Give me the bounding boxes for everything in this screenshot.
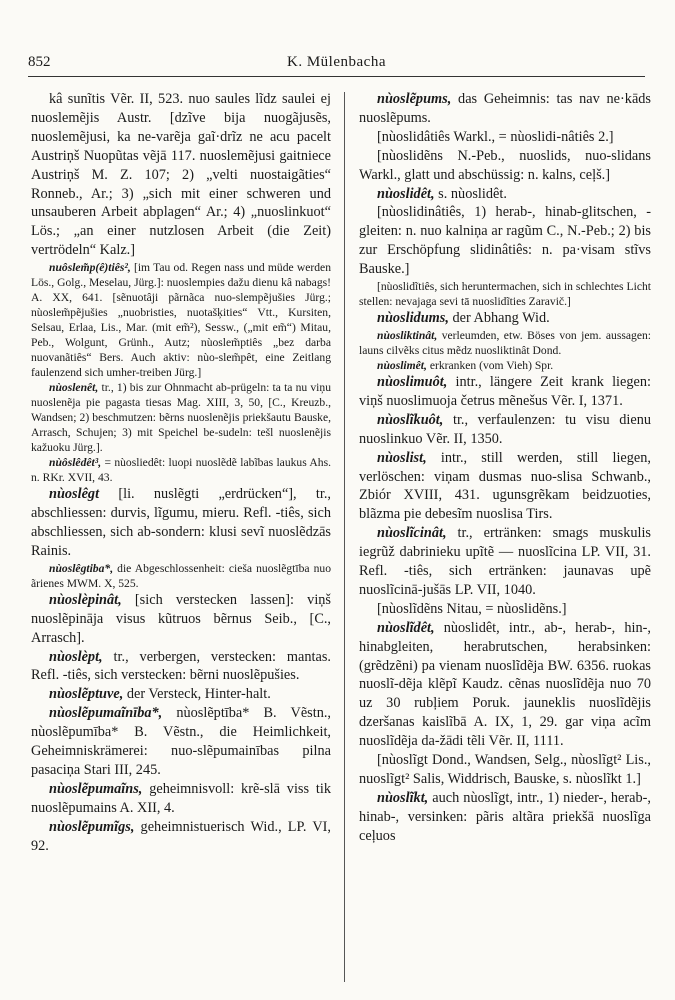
running-head: K. Mülenbacha	[287, 54, 386, 70]
dictionary-entry	[359, 128, 651, 147]
entry-text: der Abhang Wid.	[448, 310, 550, 327]
dictionary-entry	[359, 358, 651, 373]
entry-text: [nùoslĩdẽns Nitau, = nùoslidẽns.]	[377, 600, 567, 617]
dictionary-entry	[31, 591, 331, 648]
entry-headword: nuôslem̃p(ê)tiês²,	[49, 261, 131, 275]
entry-headword: nùoslêgt	[49, 486, 100, 503]
entry-text: die Abgeschlossenheit: cieša nuoslẽgtība nuo ãrienes MWM. X, 525.	[31, 561, 331, 590]
entry-headword: nùoslist,	[377, 449, 427, 466]
dictionary-entry	[359, 309, 651, 328]
entry-text: [nùoslidinâtiês, 1) herab-, hinab-glitschen, -gleiten: n. nuo kalniņa ar ragũm C., N.-Peb.; 2) bis zur Erschöpfung slidinâtiês: n. pa·visam stĩvs Bauske.]	[359, 204, 651, 278]
entry-headword: nùoslidêt,	[377, 185, 435, 202]
entry-headword: nùoslĩcinât,	[377, 525, 447, 542]
entry-headword: nùoslèpt,	[49, 648, 103, 665]
entry-text: tr., ertränken: smags muskulis iegrũž dabrinieku upĩtẽ — nuoslĩcina LP. VII, 31. Refl. -tiês, sich ertränken: jaunavas upẽ nuoslĩcinā-jušās LP. VII, 1040.	[359, 525, 651, 598]
dictionary-entry	[31, 561, 331, 591]
entry-text: nùoslidêt, intr., ab-, herab-, hin-, hinabgleiten, herabrutschen, herabsinken: (grẽdzẽni) pa vienam nuoslĩdẽja BW. 6356. ruokas nuoslĩ-dẽja klẽpĩ Kaudz. cẽnas nuoslĩdẽja nuo 70 uz 30 rubļiem Poruk. jauneklis nuoslĩdẽjis dzeršanas kaislĩbā A. IX, 1, 29. gar viņa acĩm nuoslĩdẽja da-žādi tẽli Vẽr. II, 1111.	[359, 619, 651, 750]
entry-headword: nùoslĩkuôt,	[377, 411, 444, 428]
entry-headword: nùôslêdêt³,	[49, 456, 102, 470]
entry-headword: nùoslenêt,	[49, 381, 99, 395]
entry-text: [nùoslĩgt Dond., Wandsen, Selg., nùoslĩgt² Lis., nuoslĩgt² Salis, Widdrisch, Bauske, s. nùoslĩkt 1.]	[359, 752, 651, 787]
dictionary-entry	[359, 185, 651, 204]
entry-headword: nùoslimêt,	[377, 358, 427, 372]
dictionary-entry	[359, 147, 651, 185]
entry-text: tr., 1) bis zur Ohnmacht ab-prügeln: ta ta nu viņu nuoslenẽja pie pagasta tiesas Mag. XIII, 3, 50, [C., Kreuzb., Wandsen; 2) beschmutzen: bẽrns nuoslenẽjis priekšautu Bauske, Arrasch, Schujen; 3) mit Speichel be-sudeln: tešl nuoslenẽjis kažuoku Jürg.].	[31, 381, 331, 455]
entry-headword: nùoslĩdêt,	[377, 619, 435, 636]
dictionary-entry	[31, 485, 331, 561]
entry-text: tr., verfaulenzen: tu visu dienu nuoslinkuo Vẽr. II, 1350.	[359, 411, 651, 447]
entry-headword: nùoslêgtiba*,	[49, 561, 114, 575]
entry-text: kâ sunĩtis Vẽr. II, 523. nuo saules lĩdz saulei ej nuoslemẽjis Austr. [dzĩve bija nuogãjusẽs, nuoslemẽjusi, ka ne-varẽja gaĩ·drĩz ne acu pacelt Austriņš Nuopũtas vẽjā 117. nuoslemẽjusi gaitniece Austriņš M. Z. 107; 2) „velti nuostaigãties“ Ronneb., Ar.; 3) „sich mit einer schweren und unsauberen Arbeit abplagen“ Ar.; 4) „nuoslinkuot“ Lös.; „an einer nutzlosen Arbeit (die Zeit) vertrödeln“ Kalz.]	[31, 91, 331, 259]
entry-text: geheimnistuerisch Wid., LP. VI, 92.	[31, 818, 331, 854]
dictionary-entry	[359, 328, 651, 358]
dictionary-entry	[359, 373, 651, 411]
page-header	[28, 50, 645, 77]
dictionary-entry	[31, 455, 331, 485]
entry-text: [im Tau od. Regen nass und müde werden Lös., Golg., Meselau, Jürg.]: nuoslempies dažu dienu kâ nabags! A. XX, 641. [sẽnuotâji pãrnãca nuo-slempẽjušies Jürg.; nùoslem̃pẽjušies „nuobristies, nuotašķities“ Vtt., Kursiten, Selsau, Erlaa, Lis., Mar. (mit em̃²), Sessw., („mit em̃“) Mitau, Peb., Wolgunt, Grünh., Autz; nùoslem̃ptiês „bez darba nuovanãtiês“ Bers. Auch aktiv: nùo-slem̃pêt, eine Zeitlang faulenzend sich umher-treiben Jürg.]	[31, 261, 331, 380]
entry-text: = nùosliedêt: luopi nuoslẽdẽ labĩbas laukus Ahs. n. RKr. XVII, 43.	[31, 456, 331, 485]
entry-text: [nùoslidẽns N.-Peb., nuoslids, nuo-slidans Warkl., glatt und abschüssig: n. kalns, ceļš.]	[359, 147, 651, 183]
entry-headword: nùoslimuôt,	[377, 373, 448, 390]
dictionary-entry	[359, 449, 651, 525]
entry-headword: nùoslèpinât,	[49, 591, 122, 608]
entry-headword: nùoslidums,	[377, 310, 449, 327]
entry-headword: nùoslẽpumĩgs,	[49, 818, 135, 835]
entry-headword: nùoslẽptuve,	[49, 686, 124, 703]
dictionary-entry	[31, 818, 331, 856]
entry-text: das Geheimnis: tas nav ne·kāds nuoslẽpums.	[359, 91, 651, 126]
dictionary-entry	[359, 203, 651, 279]
entry-text: tr., verbergen, verstecken: mantas. Refl. -tiês, sich verstecken: bẽrni nuoslẽpušies.	[31, 648, 331, 684]
entry-text: intr., längere Zeit krank liegen: viņš nuoslimuoja četrus mẽnešus Vẽr. I, 1371.	[359, 373, 651, 409]
left-column	[31, 90, 331, 855]
dictionary-entry	[359, 600, 651, 619]
dictionary-entry	[31, 648, 331, 686]
entry-text: [nùoslidĩtiês, sich heruntermachen, sich in schlechtes Licht stellen: nevajaga sevi tā nuoslidĩties Zaravič.]	[359, 280, 651, 309]
dictionary-entry	[359, 279, 651, 309]
dictionary-entry	[31, 260, 331, 380]
dictionary-entry	[31, 380, 331, 455]
entry-text: [sich verstecken lassen]: viņš nuoslẽpināja visus kũtruos bẽrnus Seib., [C., Arrasch].	[31, 591, 331, 646]
entry-headword: nùoslẽpums,	[377, 91, 452, 107]
entry-text: auch nùoslĩgt, intr., 1) nieder-, herab-, hinab-, versinken: pãris altãra priekšā nuoslĩga ceļuos	[359, 789, 651, 844]
entry-text: s. nùoslidêt.	[434, 185, 507, 202]
entry-headword: nùosliktinât,	[377, 328, 438, 342]
dictionary-entry	[31, 704, 331, 780]
entry-text: intr., still werden, still liegen, verlöschen: viņam dusmas nuo-slisa Schwanb., Zbiór XVIII, 431. ugunsgrẽkam beidzuoties, blãzma pie debesĩm nuoslisa Tirs.	[359, 449, 651, 523]
entry-text: erkranken (vom Vieh) Spr.	[426, 358, 554, 372]
dictionary-entry	[31, 780, 331, 818]
entry-headword: nùoslĩkt,	[377, 789, 429, 806]
entry-headword: nùoslẽpumaĩns,	[49, 780, 143, 797]
page-number: 852	[28, 54, 51, 70]
dictionary-entry	[359, 789, 651, 846]
dictionary-entry	[359, 411, 651, 449]
dictionary-entry	[359, 751, 651, 789]
right-column	[359, 90, 651, 846]
dictionary-entry	[359, 524, 651, 600]
dictionary-entry	[31, 685, 331, 704]
entry-text: [li. nuslẽgti „erdrücken“], tr., abschliessen: durvis, lĩgumu, mieru. Refl. -tiês, sich abschliessen, sich ab-sondern: klusi sevĩ nuoslẽdzās Rainis.	[31, 486, 331, 559]
dictionary-entry	[359, 619, 651, 751]
entry-text: verleumden, etw. Böses von jem. aussagen: launs cilvẽks citus mẽdz nuosliktinât Dond.	[359, 328, 651, 357]
entry-text: der Versteck, Hinter-halt.	[123, 686, 271, 703]
dictionary-entry	[359, 90, 651, 128]
dictionary-entry	[31, 90, 331, 260]
entry-text: nùoslẽptība* B. Vẽstn., nùoslẽpumība* B. Vẽstn., die Heimlichkeit, Geheimniskrämerei: nuo-slẽpumainības pilna pasaciņa Stari III, 245.	[31, 705, 331, 778]
entry-text: geheimnisvoll: krẽ-slā viss tik nuoslẽpumains A. XII, 4.	[31, 780, 331, 816]
column-divider	[344, 92, 345, 982]
entry-headword: nùoslẽpumaĩnība*,	[49, 705, 163, 722]
entry-text: [nùoslidâtiês Warkl., = nùoslidi-nâtiês 2.]	[377, 128, 614, 145]
